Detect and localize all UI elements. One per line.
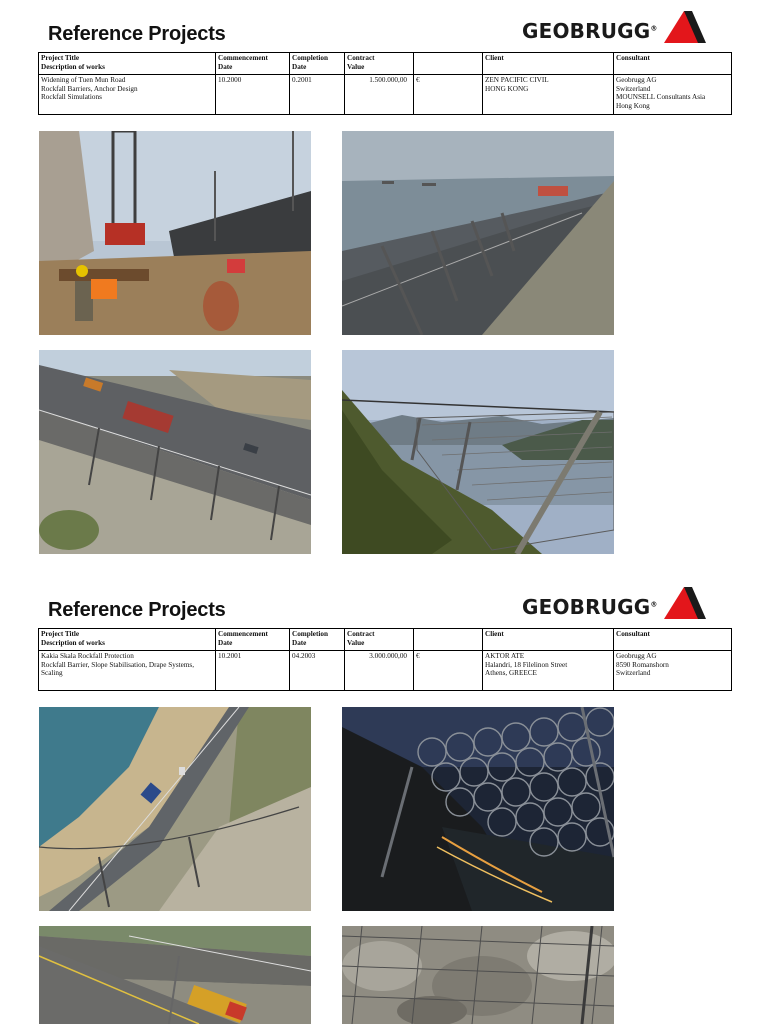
table-header-row [39, 629, 732, 651]
header-commencement: Commencement Date [216, 53, 290, 75]
logo-text: GEOBRUGG® [522, 19, 658, 43]
header-completion: Completion Date [290, 629, 345, 651]
page-title: Reference Projects [48, 23, 226, 45]
reference-table [38, 52, 732, 115]
header-currency [414, 629, 483, 651]
header-project: Project Title Description of works [39, 53, 216, 75]
header-consultant: Consultant [614, 629, 732, 651]
header-client: Client [483, 53, 614, 75]
reference-table [38, 628, 732, 691]
cell-commencement: 10.2000 [216, 75, 290, 115]
photo-road-truck [39, 926, 311, 1024]
cell-completion: 04.2003 [290, 651, 345, 691]
logo-triangle-icon [662, 10, 708, 44]
header-completion: Completion Date [290, 53, 345, 75]
header-currency [414, 53, 483, 75]
cell-commencement: 10.2001 [216, 651, 290, 691]
cell-currency: € [414, 651, 483, 691]
geobrugg-logo [522, 586, 712, 622]
table-header-row [39, 53, 732, 75]
geobrugg-logo [522, 10, 712, 46]
photo-rock-mesh [342, 926, 614, 1024]
logo-triangle-icon [662, 586, 708, 620]
cell-completion: 0.2001 [290, 75, 345, 115]
photo-highway-truck [39, 350, 311, 554]
cell-works: Widening of Tuen Mun Road Rockfall Barriers, Anchor Design Rockfall Simulations [39, 75, 216, 115]
cell-client: ZEN PACIFIC CIVIL HONG KONG [483, 75, 614, 115]
header-client: Client [483, 629, 614, 651]
photo-highway-sea [342, 131, 614, 335]
header-contract: Contract Value [345, 53, 414, 75]
header-contract: Contract Value [345, 629, 414, 651]
reference-section-2 [0, 576, 768, 1024]
photo-construction-site [39, 131, 311, 335]
header-project: Project Title Description of works [39, 629, 216, 651]
header-consultant: Consultant [614, 53, 732, 75]
photo-coastal-highway [39, 707, 311, 911]
cell-currency: € [414, 75, 483, 115]
cell-consultant: Geobrugg AG 8590 Romanshorn Switzerland [614, 651, 732, 691]
table-row [39, 75, 732, 115]
cell-value: 3.000.000,00 [345, 651, 414, 691]
cell-works: Kakia Skala Rockfall Protection Rockfall Barrier, Slope Stabilisation, Drape Systems, Scaling [39, 651, 216, 691]
header-commencement: Commencement Date [216, 629, 290, 651]
photo-night-ring-net [342, 707, 614, 911]
cell-consultant: Geobrugg AG Switzerland MOUNSELL Consultants Asia Hong Kong [614, 75, 732, 115]
photo-bridge-fence [342, 350, 614, 554]
page-title: Reference Projects [48, 599, 226, 621]
logo-text: GEOBRUGG® [522, 595, 658, 619]
table-row [39, 651, 732, 691]
cell-value: 1.500.000,00 [345, 75, 414, 115]
cell-client: AKTOR ATE Halandri, 18 Filelinon Street Athens, GREECE [483, 651, 614, 691]
